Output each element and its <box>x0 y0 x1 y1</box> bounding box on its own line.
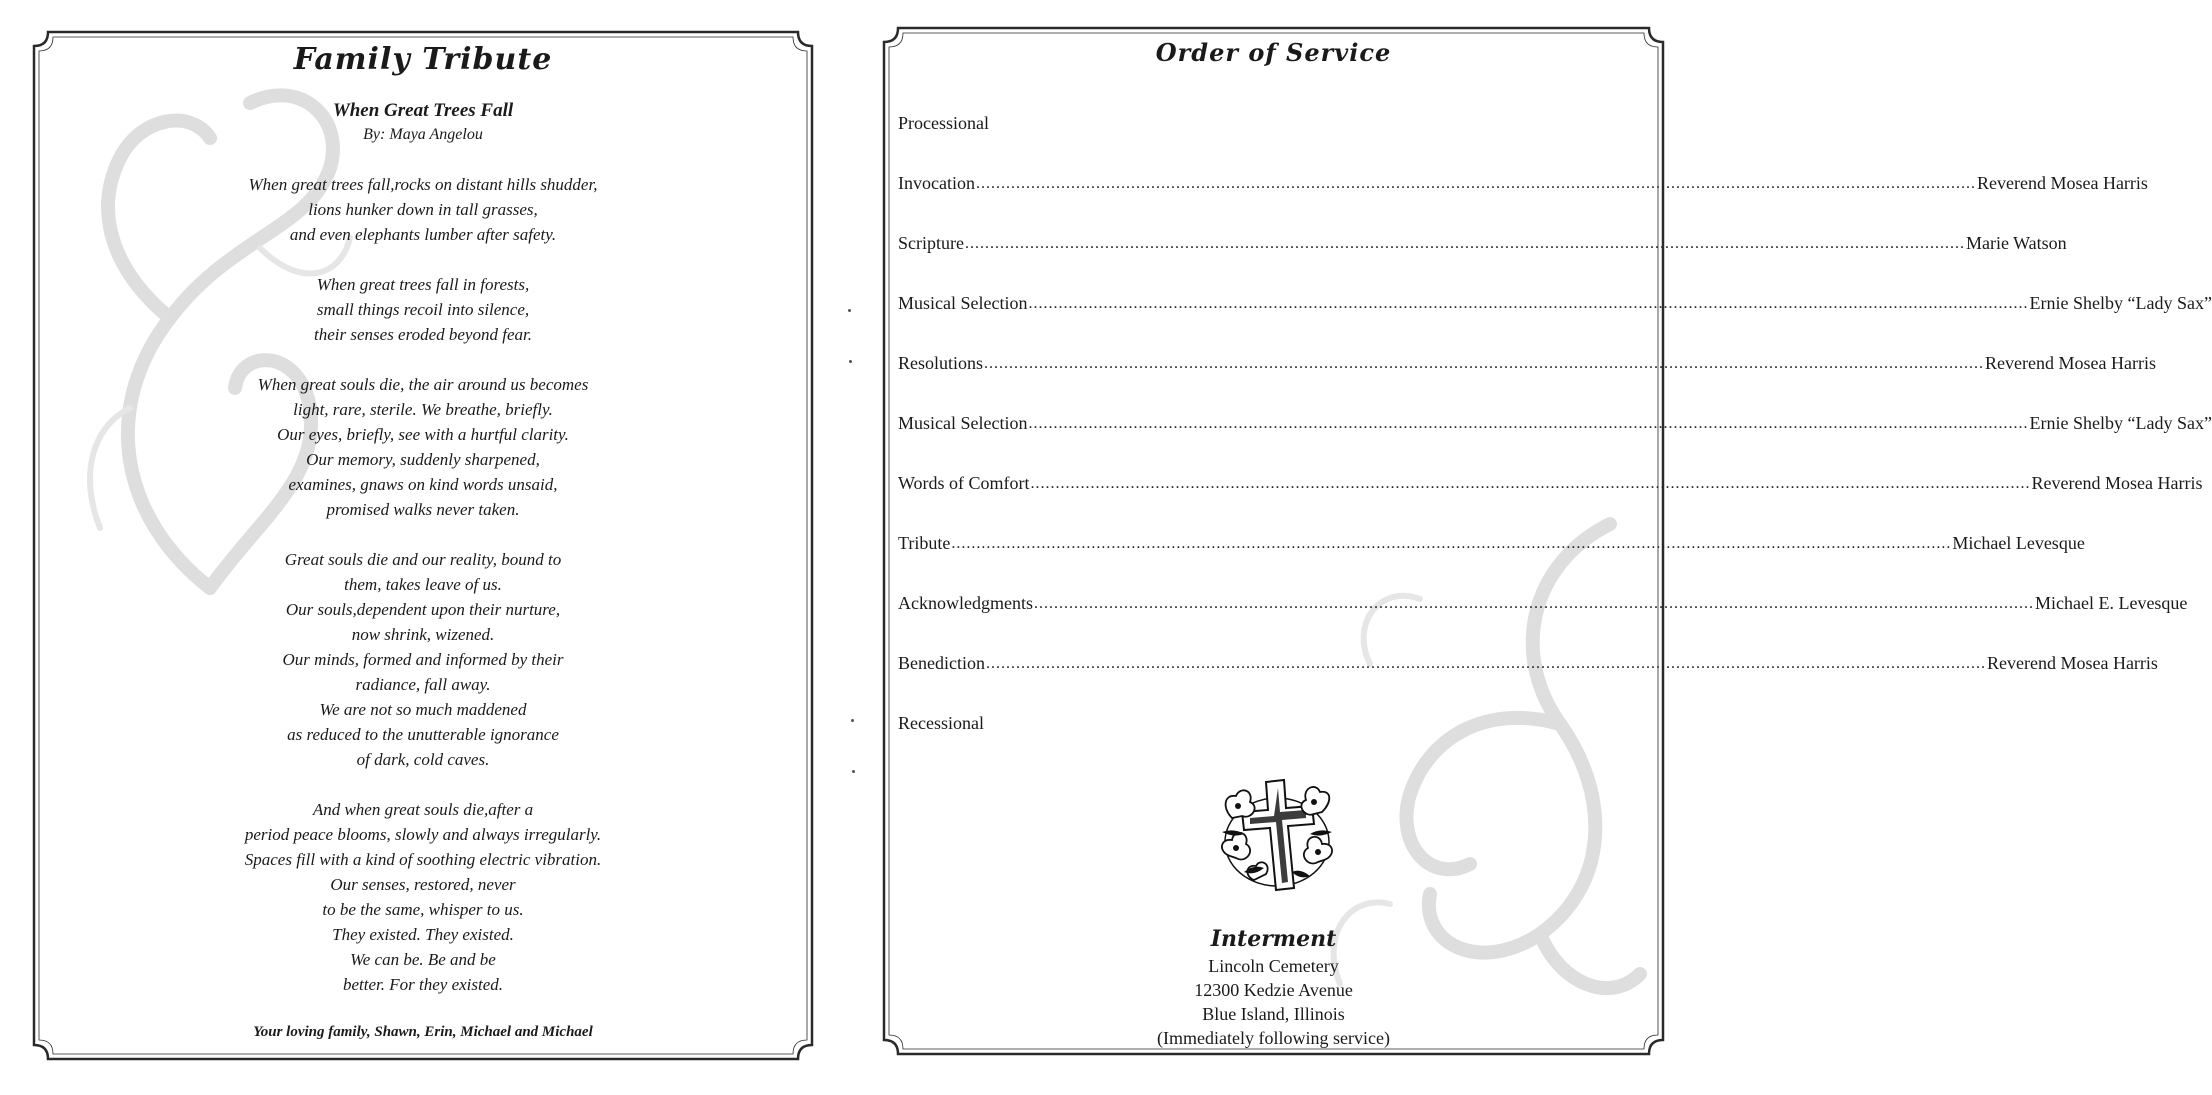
service-item <box>898 650 2158 674</box>
poem-title: When Great Trees Fall <box>332 100 514 121</box>
service-item-label: Invocation <box>898 173 975 193</box>
page-title: Family Tribute <box>293 42 553 77</box>
poem-stanza <box>30 547 816 772</box>
service-item-label: Musical Selection <box>898 413 1028 433</box>
service-item <box>898 590 2188 614</box>
dot-leader: ........................................................................................................................................................................................................ <box>1033 595 2034 612</box>
service-item-person: Marie Watson <box>1965 233 2067 253</box>
poem-line: When great souls die, the air around us becomes <box>257 375 589 394</box>
poem-line: of dark, cold caves. <box>356 750 490 769</box>
service-item-label: Tribute <box>898 533 951 553</box>
service-item <box>898 230 2067 254</box>
poem-line: Our senses, restored, never <box>330 875 516 894</box>
service-item <box>898 170 2148 194</box>
dot-leader: ........................................................................................................................................................................................................ <box>951 535 1952 552</box>
cross-with-lilies-icon <box>1214 772 1340 898</box>
poem-line: to be the same, whisper to us. <box>322 900 524 919</box>
poem-line: radiance, fall away. <box>355 675 491 694</box>
service-item-label: Scripture <box>898 233 964 253</box>
service-item-person: Michael E. Levesque <box>2034 593 2188 613</box>
poem-line: small things recoil into silence, <box>316 300 530 319</box>
interment-title: Interment <box>1210 926 1337 952</box>
poem-stanza <box>30 272 816 347</box>
service-item-person: Ernie Shelby “Lady Sax” <box>2029 413 2212 433</box>
poem-line: They existed. They existed. <box>332 925 514 944</box>
poem-line: We are not so much maddened <box>319 700 527 719</box>
poem-line: period peace blooms, slowly and always irregularly. <box>244 825 602 844</box>
service-item-label: Words of Comfort <box>898 473 1030 493</box>
poem-line: We can be. Be and be <box>350 950 496 969</box>
service-item-label: Resolutions <box>898 353 984 373</box>
poem-author: By: Maya Angelou <box>363 126 483 143</box>
cemetery-name: Lincoln Cemetery <box>1208 956 1339 976</box>
cemetery-address: 12300 Kedzie Avenue <box>1194 980 1353 1000</box>
poem-line: lions hunker down in tall grasses, <box>308 200 538 219</box>
poem-line: Great souls die and our reality, bound to <box>284 550 562 569</box>
service-item <box>898 710 1648 734</box>
poem-line: their senses eroded beyond fear. <box>314 325 532 344</box>
poem-line: now shrink, wizened. <box>351 625 495 644</box>
poem-line: better. For they existed. <box>342 975 504 994</box>
service-item-person: Reverend Mosea Harris <box>1976 173 2148 193</box>
service-item-person: Reverend Mosea Harris <box>2031 473 2203 493</box>
poem-line: as reduced to the unutterable ignorance <box>287 725 559 744</box>
poem-line: Our minds, formed and informed by their <box>282 650 564 669</box>
order-of-service-panel <box>880 24 2212 1058</box>
poem-line: and even elephants lumber after safety. <box>289 225 557 244</box>
dot-leader: ........................................................................................................................................................................................................ <box>984 355 1985 372</box>
dot-leader: ........................................................................................................................................................................................................ <box>1028 415 2029 432</box>
margin-mark <box>848 309 851 312</box>
service-item <box>898 410 2212 434</box>
poem-line: When great trees fall in forests, <box>316 275 530 294</box>
poem-stanza <box>30 372 816 522</box>
service-item-person: Reverend Mosea Harris <box>1986 653 2158 673</box>
dot-leader: ........................................................................................................................................................................................................ <box>964 235 1965 252</box>
poem-line: And when great souls die,after a <box>312 800 534 819</box>
poem-line: When great trees fall,rocks on distant hills shudder, <box>248 175 598 194</box>
poem-stanza <box>30 172 816 247</box>
margin-mark <box>852 770 855 773</box>
poem-line: promised walks never taken. <box>326 500 520 519</box>
dot-leader: ........................................................................................................................................................................................................ <box>975 175 1976 192</box>
page-title: Order of Service <box>1155 38 1392 67</box>
service-item <box>898 350 2156 374</box>
service-item <box>898 110 1648 134</box>
service-item-person: Ernie Shelby “Lady Sax” <box>2029 293 2212 313</box>
poem-line: them, takes leave of us. <box>344 575 502 594</box>
poem-line: Our eyes, briefly, see with a hurtful clarity. <box>277 425 569 444</box>
service-item-label: Processional <box>898 113 989 133</box>
poem-line: light, rare, sterile. We breathe, briefly. <box>293 400 553 419</box>
poem-line: examines, gnaws on kind words unsaid, <box>288 475 558 494</box>
service-item-label: Musical Selection <box>898 293 1028 313</box>
service-item <box>898 290 2212 314</box>
service-item-person: Michael Levesque <box>1952 533 2085 553</box>
dot-leader: ........................................................................................................................................................................................................ <box>1028 295 2029 312</box>
margin-mark <box>849 360 852 363</box>
service-item-label: Benediction <box>898 653 985 673</box>
poem-line: Our souls,dependent upon their nurture, <box>285 600 561 619</box>
margin-mark <box>851 719 854 722</box>
cemetery-city: Blue Island, Illinois <box>1202 1004 1345 1024</box>
poem-body <box>30 172 816 1022</box>
poem-line: Our memory, suddenly sharpened, <box>306 450 540 469</box>
service-item <box>898 470 2203 494</box>
service-item <box>898 530 2085 554</box>
service-item-label: Acknowledgments <box>898 593 1033 613</box>
family-signature: Your loving family, Shawn, Erin, Michael and Michael <box>253 1024 593 1040</box>
family-tribute-panel <box>30 28 816 1063</box>
poem-stanza <box>30 797 816 997</box>
service-item-person: Reverend Mosea Harris <box>1985 353 2156 373</box>
interment-note: (Immediately following service) <box>1157 1028 1390 1048</box>
poem-line: Spaces fill with a kind of soothing electric vibration. <box>244 850 602 869</box>
service-item-label: Recessional <box>898 713 984 733</box>
dot-leader: ........................................................................................................................................................................................................ <box>1030 475 2031 492</box>
dot-leader: ........................................................................................................................................................................................................ <box>985 655 1986 672</box>
